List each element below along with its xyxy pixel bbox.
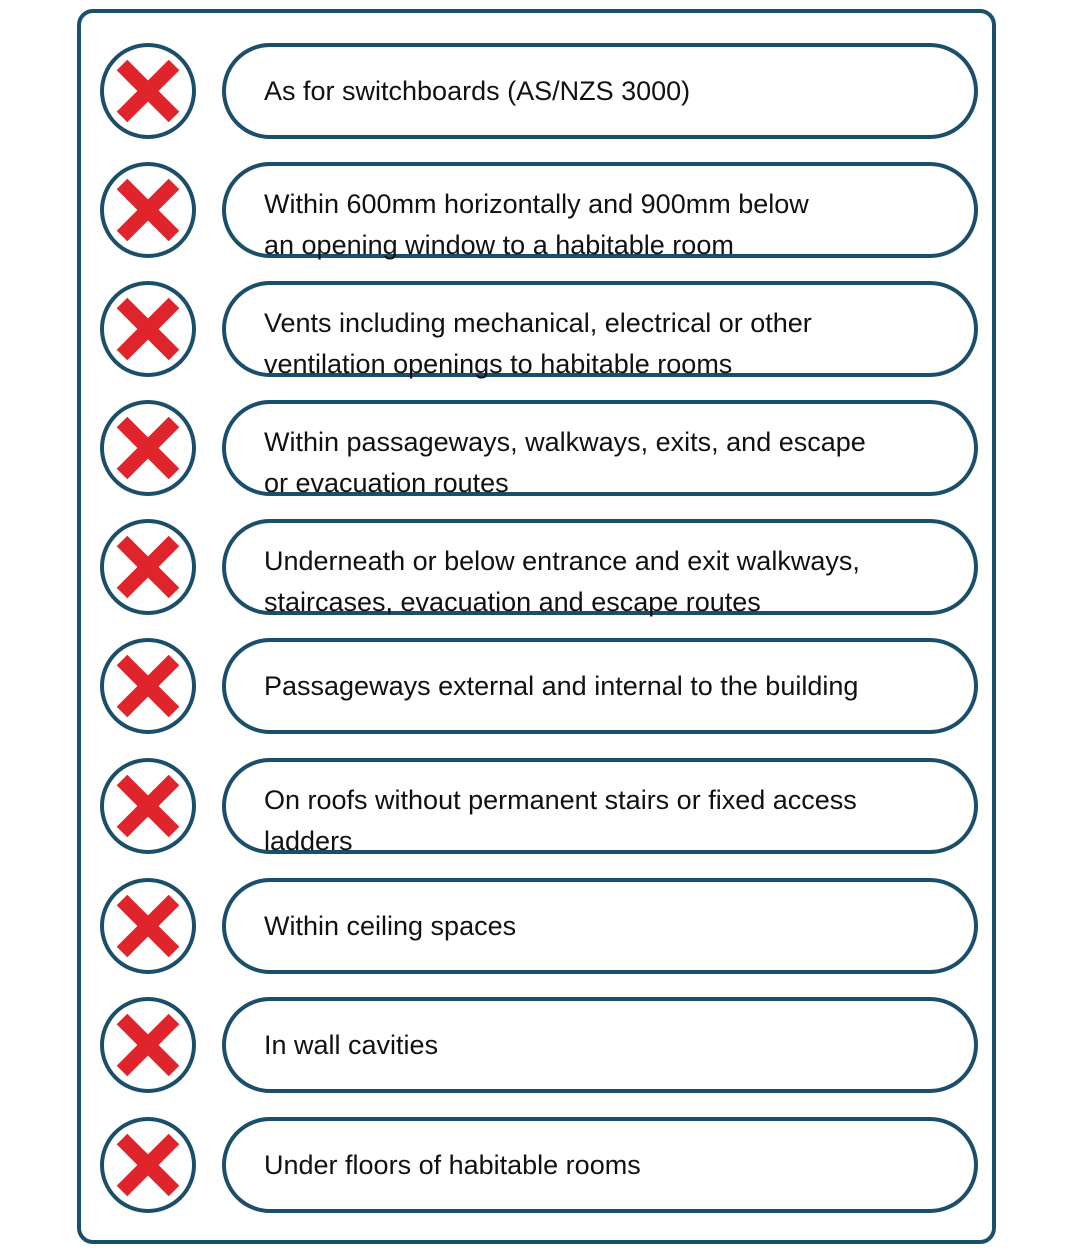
list-item [100,43,980,139]
item-pill [222,758,978,854]
item-pill [222,1117,978,1213]
cross-icon [104,47,192,135]
cross-icon [104,1001,192,1089]
cross-badge [100,43,196,139]
item-text: Within ceiling spaces [264,911,517,941]
item-pill [222,281,978,377]
cross-badge [100,758,196,854]
cross-icon [104,285,192,373]
list-item [100,400,980,496]
list-item [100,758,980,854]
item-text: Within passageways, walkways, exits, and escape or evacuation routes [264,427,866,498]
list-item [100,878,980,974]
cross-badge [100,281,196,377]
cross-icon [104,523,192,611]
cross-badge [100,638,196,734]
item-text: Within 600mm horizontally and 900mm below an opening window to a habitable room [264,189,809,260]
item-pill [222,519,978,615]
cross-badge [100,519,196,615]
list-item [100,997,980,1093]
item-text: Under floors of habitable rooms [264,1150,641,1180]
item-pill [222,997,978,1093]
cross-icon [104,762,192,850]
item-text: As for switchboards (AS/NZS 3000) [264,76,691,106]
cross-badge [100,997,196,1093]
item-text: Vents including mechanical, electrical or other ventilation openings to habitable rooms [264,308,812,379]
list-item [100,638,980,734]
item-pill [222,400,978,496]
cross-badge [100,162,196,258]
cross-icon [104,166,192,254]
item-text: On roofs without permanent stairs or fixed access ladders [264,785,857,856]
item-pill [222,878,978,974]
cross-icon [104,882,192,970]
item-pill [222,162,978,258]
cross-badge [100,878,196,974]
item-pill [222,638,978,734]
cross-icon [104,404,192,492]
list-item [100,162,980,258]
item-text: In wall cavities [264,1030,439,1060]
cross-badge [100,400,196,496]
list-item [100,519,980,615]
item-text: Passageways external and internal to the building [264,671,859,701]
cross-icon [104,1121,192,1209]
item-text: Underneath or below entrance and exit walkways, staircases, evacuation and escape routes [264,546,860,617]
cross-icon [104,642,192,730]
list-item [100,281,980,377]
item-pill [222,43,978,139]
list-item [100,1117,980,1213]
cross-badge [100,1117,196,1213]
